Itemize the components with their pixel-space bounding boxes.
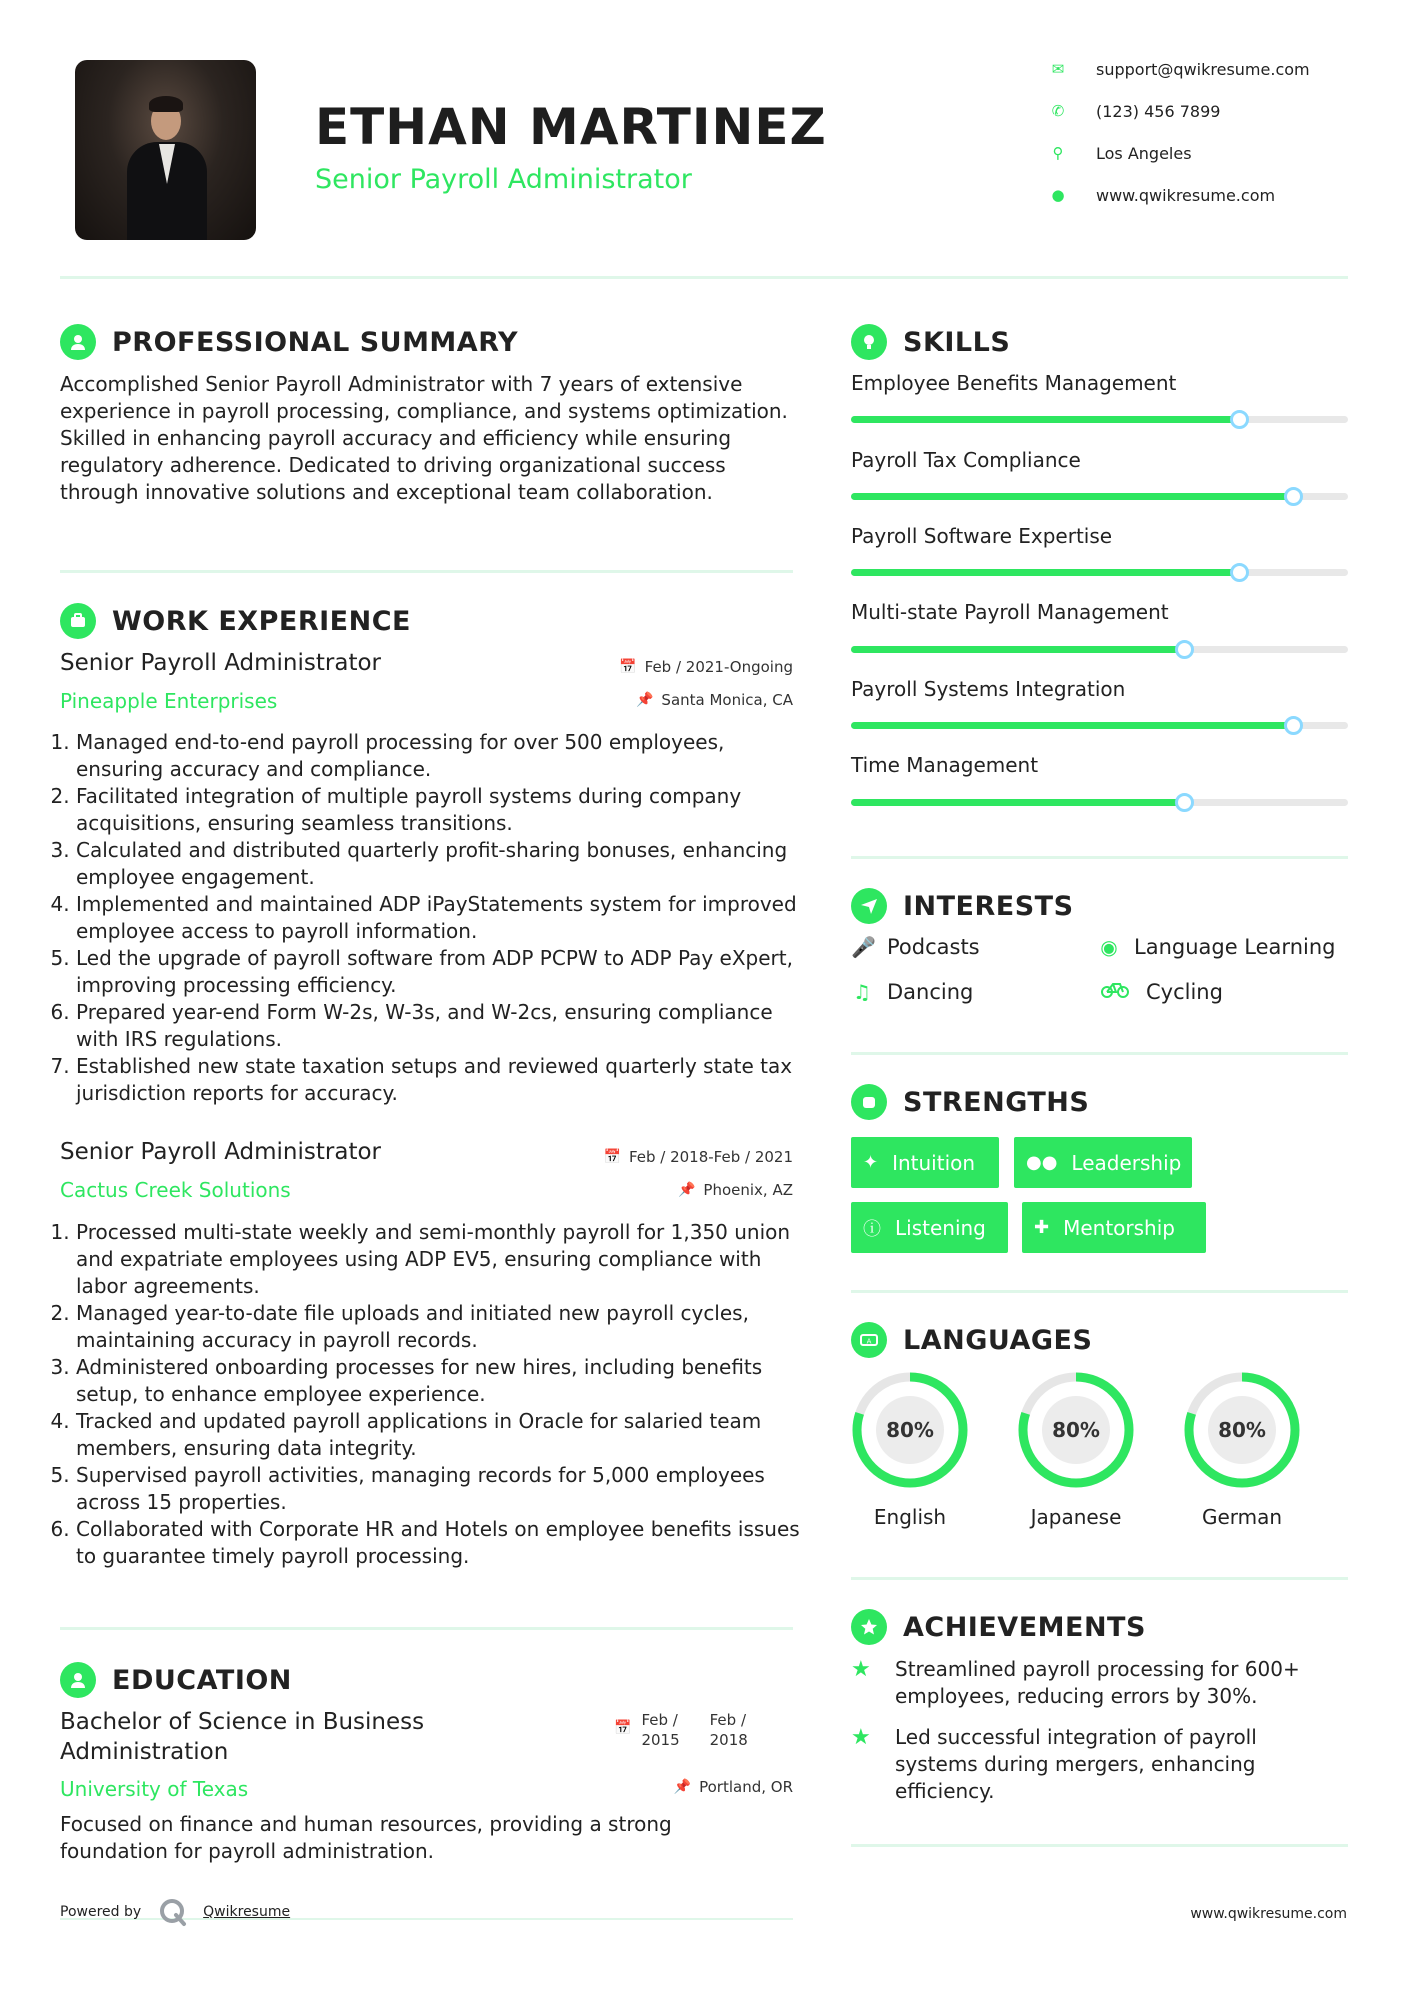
music-icon: ♫ — [853, 980, 871, 1004]
degree-line-2: Administration — [60, 1739, 229, 1765]
contact-website[interactable]: ● www.qwikresume.com — [1048, 183, 1348, 207]
skill-name: Payroll Systems Integration — [851, 677, 1126, 701]
skills-divider — [851, 856, 1348, 859]
list-item: 7. Established new state taxation setups and reviewed quarterly state tax jurisdiction reports for accuracy. — [76, 1053, 798, 1107]
qwikresume-link[interactable]: Qwikresume — [203, 1904, 291, 1920]
skill-knob — [1284, 487, 1303, 506]
list-item: 5. Led the upgrade of payroll software from ADP PCPW to ADP Pay eXpert, improving processing efficiency. — [76, 945, 798, 999]
strengths-heading: STRENGTHS — [851, 1084, 1089, 1120]
calendar-icon: 📅 — [619, 659, 637, 675]
contact-location: ⚲ Los Angeles — [1048, 141, 1348, 165]
education-heading: EDUCATION — [60, 1662, 292, 1698]
school-name: University of Texas — [60, 1777, 249, 1801]
language-percent: 80% — [1218, 1418, 1266, 1442]
users-icon: ●● — [1026, 1152, 1058, 1173]
education-description: Focused on finance and human resources, providing a strong foundation for payroll administration. — [60, 1812, 672, 1863]
headphones-icon: ⓘ — [863, 1218, 881, 1240]
job-2-title: Senior Payroll Administrator — [60, 1139, 382, 1165]
skill-name: Multi-state Payroll Management — [851, 600, 1169, 624]
strength-mentorship: ✚ Mentorship — [1022, 1202, 1206, 1253]
interests-heading: INTERESTS — [851, 888, 1074, 924]
email-icon: ✉ — [1051, 60, 1065, 78]
interest-podcasts: 🎤 Podcasts — [851, 935, 980, 959]
list-item: 1. Processed multi-state weekly and semi-monthly payroll for 1,350 union and expatriate employees using ADP EV5, ensuring compliance with labor agreements. — [76, 1219, 803, 1300]
achievement-item: ★ Streamlined payroll processing for 600+ employees, reducing errors by 30%. — [851, 1657, 1300, 1708]
paper-plane-icon — [851, 888, 887, 924]
pin-icon: 📌 — [673, 1779, 692, 1795]
languages-divider — [851, 1577, 1348, 1580]
job-2-company: Cactus Creek Solutions — [60, 1178, 291, 1202]
summary-text: Accomplished Senior Payroll Administrator with 7 years of extensive experience in payroll processing, compliance, and systems optimization. Skilled in enhancing payroll accuracy and efficiency while ensuring regulatory adherence. Dedicated to driving organizational success through innovative solutions and exceptional team collaboration. — [60, 372, 788, 504]
user-plus-icon: ✚ — [1034, 1217, 1050, 1238]
achievement-item: ★ Led successful integration of payroll systems during mergers, enhancing efficiency. — [851, 1725, 1257, 1803]
fist-icon — [851, 1084, 887, 1120]
language-name: German — [1201, 1505, 1283, 1529]
skill-name: Payroll Tax Compliance — [851, 448, 1081, 472]
candidate-name: ETHAN MARTINEZ — [315, 98, 827, 156]
job-1-company: Pineapple Enterprises — [60, 689, 278, 713]
summary-divider — [60, 570, 793, 573]
experience-heading: WORK EXPERIENCE — [60, 603, 411, 639]
job-1-title: Senior Payroll Administrator — [60, 650, 382, 676]
achievements-heading: ACHIEVEMENTS — [851, 1609, 1146, 1645]
microphone-icon: 🎤 — [851, 935, 876, 959]
list-item: 6. Collaborated with Corporate HR and Hotels on employee benefits issues to guarantee timely payroll processing. — [76, 1516, 803, 1570]
job-1-duties — [58, 729, 798, 1107]
svg-text:A: A — [866, 1337, 872, 1346]
skill-knob — [1175, 793, 1194, 812]
pin-icon: 📌 — [677, 1182, 696, 1198]
pin-icon: 📌 — [635, 692, 654, 708]
globe-icon: ● — [1051, 186, 1065, 204]
job-2-date: 📅 Feb / 2018-Feb / 2021 — [603, 1148, 793, 1166]
skill-bar — [851, 646, 1348, 653]
list-item: 4. Implemented and maintained ADP iPayStatements system for improved employee access to payroll information. — [76, 891, 798, 945]
list-item: 5. Supervised payroll activities, managing records for 5,000 employees across 15 properties. — [76, 1462, 803, 1516]
skill-bar — [851, 416, 1348, 423]
interest-cycling: Cycling — [1098, 980, 1223, 1004]
strength-listening: ⓘ Listening — [851, 1202, 1008, 1253]
list-item: 1. Managed end-to-end payroll processing for over 500 employees, ensuring accuracy and compliance. — [76, 729, 798, 783]
language-icon — [851, 1322, 887, 1358]
graduation-icon — [60, 1662, 96, 1698]
skill-knob — [1175, 640, 1194, 659]
interest-language-learning: ◉ Language Learning — [1098, 935, 1335, 959]
list-item: 3. Administered onboarding processes for new hires, including benefits setup, to enhance employee experience. — [76, 1354, 803, 1408]
experience-divider — [60, 1627, 793, 1630]
language-japanese — [1015, 1369, 1137, 1529]
skill-name: Payroll Software Expertise — [851, 524, 1113, 548]
job-1-date: 📅 Feb / 2021-Ongoing — [619, 658, 793, 676]
list-item: 3. Calculated and distributed quarterly profit-sharing bonuses, enhancing employee engagement. — [76, 837, 798, 891]
languages-heading: A LANGUAGES — [851, 1322, 1092, 1358]
globe-icon: ◉ — [1100, 935, 1118, 959]
location-icon: ⚲ — [1052, 144, 1064, 162]
contact-email[interactable]: ✉ support@qwikresume.com — [1048, 57, 1348, 81]
language-english — [849, 1369, 971, 1529]
job-1-location: 📌 Santa Monica, CA — [635, 691, 793, 709]
achievements-divider — [851, 1844, 1348, 1847]
skill-knob — [1284, 716, 1303, 735]
skill-name: Employee Benefits Management — [851, 371, 1177, 395]
briefcase-icon — [60, 603, 96, 639]
candidate-title: Senior Payroll Administrator — [315, 164, 692, 195]
contact-phone[interactable]: ✆ (123) 456 7899 — [1048, 99, 1348, 123]
interests-divider — [851, 1052, 1348, 1055]
skill-bar — [851, 722, 1348, 729]
star-icon: ★ — [851, 1725, 871, 1750]
skill-name: Time Management — [851, 753, 1039, 777]
footer-powered-by: Powered by Qwikresume — [60, 1896, 290, 1928]
strength-intuition: ✦ Intuition — [851, 1137, 999, 1188]
skill-knob — [1230, 410, 1249, 429]
profile-photo — [75, 60, 256, 240]
star-icon — [851, 1609, 887, 1645]
job-2-location: 📌 Phoenix, AZ — [677, 1181, 793, 1199]
lightbulb-icon — [851, 324, 887, 360]
skill-bar — [851, 799, 1348, 806]
language-percent: 80% — [1052, 1418, 1100, 1442]
strength-leadership: ●● Leadership — [1014, 1137, 1192, 1188]
qwikresume-logo-icon — [157, 1896, 189, 1928]
star-icon: ★ — [851, 1657, 871, 1682]
bicycle-icon — [1098, 980, 1132, 1004]
skill-knob — [1230, 563, 1249, 582]
header-divider — [60, 276, 1348, 279]
interest-dancing: ♫ Dancing — [851, 980, 973, 1004]
degree-line-1: Bachelor of Science in Business — [60, 1709, 425, 1735]
user-icon — [60, 324, 96, 360]
footer-website[interactable]: www.qwikresume.com — [1190, 1906, 1347, 1922]
language-name: English — [873, 1505, 947, 1529]
education-date: 📅 Feb / 2015 Feb / 2018 — [614, 1711, 748, 1749]
language-german — [1181, 1369, 1303, 1529]
skill-bar — [851, 569, 1348, 576]
language-percent: 80% — [886, 1418, 934, 1442]
calendar-icon: 📅 — [603, 1149, 621, 1165]
strengths-divider — [851, 1290, 1348, 1293]
skills-heading: SKILLS — [851, 324, 1010, 360]
summary-heading: PROFESSIONAL SUMMARY — [60, 324, 518, 360]
job-2-duties — [58, 1219, 803, 1570]
list-item: 4. Tracked and updated payroll applications in Oracle for salaried team members, ensuring data integrity. — [76, 1408, 803, 1462]
list-item: 2. Facilitated integration of multiple payroll systems during company acquisitions, ensuring seamless transitions. — [76, 783, 798, 837]
calendar-icon: 📅 — [614, 1720, 632, 1736]
list-item: 6. Prepared year-end Form W-2s, W-3s, and W-2cs, ensuring compliance with IRS regulations. — [76, 999, 798, 1053]
phone-icon: ✆ — [1051, 102, 1065, 120]
skill-bar — [851, 493, 1348, 500]
education-location: 📌 Portland, OR — [673, 1778, 793, 1796]
language-name: Japanese — [1030, 1505, 1122, 1529]
magic-wand-icon: ✦ — [863, 1152, 879, 1173]
list-item: 2. Managed year-to-date file uploads and initiated new payroll cycles, maintaining accuracy in payroll records. — [76, 1300, 803, 1354]
